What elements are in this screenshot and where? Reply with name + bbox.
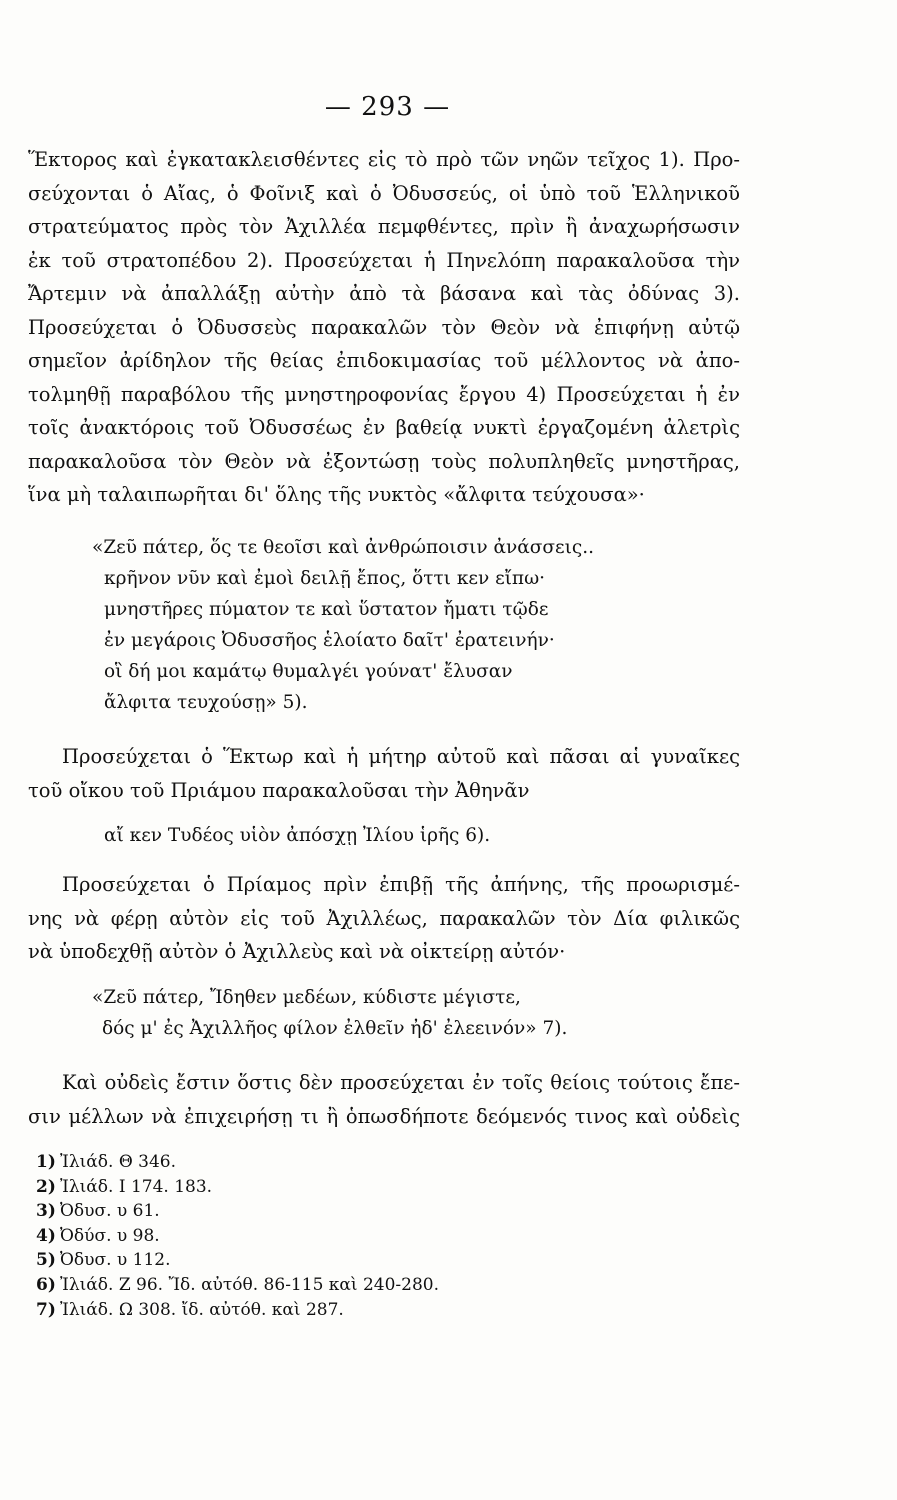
- footnote-text: Ἰλιάδ. Ι 174. 183.: [60, 1176, 213, 1197]
- footnote-number: 6): [36, 1274, 56, 1295]
- footnote-number: 3): [36, 1201, 56, 1222]
- text-line: νὰ ὑποδεχθῇ αὐτὸν ὁ Ἀχιλλεὺς καὶ νὰ οἰκτείρῃ αὐτόν·: [28, 940, 566, 963]
- footnotes: [36, 1150, 439, 1322]
- text-line: σιν μέλλων νὰ ἐπιχειρήσῃ τι ἢ ὁπωσδήποτε δεόμενός τινος καὶ οὐδεὶς: [28, 1104, 740, 1128]
- footnote-text: Ἰλιάδ. Ζ 96. Ἴδ. αὐτόθ. 86-115 καὶ 240-280.: [60, 1274, 440, 1295]
- verse-line: κρῆνον νῦν καὶ ἐμοὶ δειλῇ ἔπος, ὅττι κεν εἴπω·: [104, 568, 546, 589]
- text-line: τοῖς ἀνακτόροις τοῦ Ὀδυσσέως ἐν βαθείᾳ νυκτὶ ἐργαζομένη ἀλετρὶς: [28, 416, 740, 439]
- footnote: [36, 1273, 439, 1298]
- text-line: Καὶ οὐδεὶς ἔστιν ὅστις δὲν προσεύχεται ἐν τοῖς θείοις τούτοις ἔπε-: [62, 1071, 740, 1094]
- text-line: Ἄρτεμιν νὰ ἀπαλλάξῃ αὐτὴν ἀπὸ τὰ βάσανα καὶ τὰς ὀδύνας 3).: [28, 282, 740, 305]
- page-number: — 293 —: [324, 92, 451, 122]
- text-line: σημεῖον ἀρίδηλον τῆς θείας ἐπιδοκιμασίας τοῦ μέλλοντος νὰ ἀπο-: [28, 349, 740, 372]
- footnote-text: Ἰλιάδ. Ω 308. ἴδ. αὐτόθ. καὶ 287.: [60, 1299, 344, 1320]
- verse-line: οἳ δή μοι καμάτῳ θυμαλγέι γούνατ' ἔλυσαν: [104, 661, 513, 682]
- footnote-text: Ὀδύσ. υ 98.: [60, 1225, 160, 1246]
- text-line: τολμηθῇ παραβόλου τῆς μνηστηροφονίας ἔργου 4) Προσεύχεται ἡ ἐν: [28, 382, 740, 406]
- footnote: [36, 1175, 439, 1200]
- paragraph-2: [28, 740, 740, 807]
- paragraph-1: [28, 143, 740, 512]
- footnote-text: Ἰλιάδ. Θ 346.: [60, 1152, 177, 1172]
- footnote-text: Ὀδυσ. υ 61.: [60, 1201, 160, 1222]
- verse-quote-3: [92, 982, 567, 1044]
- text-line: τοῦ οἴκου τοῦ Πριάμου παρακαλοῦσαι τὴν Ἀθηνᾶν: [28, 778, 530, 802]
- verse-line: «Ζεῦ πάτερ, ὅς τε θεοῖσι καὶ ἀνθρώποισιν ἀνάσσεις..: [92, 537, 594, 558]
- footnote-number: 4): [36, 1225, 56, 1246]
- verse-line: ἐν μεγάροις Ὀδυσσῆος ἑλοίατο δαῖτ' ἐρατεινήν·: [104, 630, 555, 651]
- verse-line: δός μ' ἐς Ἀχιλλῆος φίλον ἐλθεῖν ἠδ' ἐλεεινόν» 7).: [102, 1018, 568, 1039]
- text-line: ἵνα μὴ ταλαιπωρῆται δι' ὅλης τῆς νυκτὸς «ἄλφιτα τεύχουσα»·: [28, 483, 645, 506]
- paragraph-4: [28, 1066, 740, 1133]
- text-line: Προσεύχεται ὁ Ἕκτωρ καὶ ἡ μήτηρ αὐτοῦ καὶ πᾶσαι αἱ γυναῖκες: [62, 745, 740, 768]
- text-line: ἐκ τοῦ στρατοπέδου 2). Προσεύχεται ἡ Πηνελόπη παρακαλοῦσα τὴν: [28, 248, 740, 272]
- verse-line: «Ζεῦ πάτερ, Ἴδηθεν μεδέων, κύδιστε μέγιστε,: [92, 987, 521, 1008]
- text-line: στρατεύματος πρὸς τὸν Ἀχιλλέα πεμφθέντες, πρὶν ἢ ἀναχωρήσωσιν: [28, 215, 740, 238]
- footnote-number: 5): [36, 1250, 56, 1271]
- paragraph-3: [28, 868, 740, 969]
- text-line: παρακαλοῦσα τὸν Θεὸν νὰ ἐξοντώσῃ τοὺς πολυπληθεῖς μνηστῆρας,: [28, 449, 740, 473]
- footnote-text: Ὀδυσ. υ 112.: [60, 1250, 171, 1271]
- text-line: σεύχονται ὁ Αἴας, ὁ Φοῖνιξ καὶ ὁ Ὀδυσσεύς, οἱ ὑπὸ τοῦ Ἑλληνικοῦ: [28, 181, 740, 205]
- verse-line: ἄλφιτα τευχούσῃ» 5).: [104, 692, 308, 713]
- footnote-number: 7): [36, 1299, 56, 1320]
- verse-line: αἴ κεν Τυδέος υἱὸν ἀπόσχῃ Ἰλίου ἱρῆς 6).: [104, 825, 491, 846]
- footnote: [36, 1199, 439, 1224]
- footnote-number: 2): [36, 1176, 56, 1197]
- text-line: Ἕκτορος καὶ ἐγκατακλεισθέντες εἰς τὸ πρὸ τῶν νηῶν τεῖχος 1). Προ-: [28, 148, 740, 171]
- footnote: [36, 1150, 439, 1175]
- verse-quote-2: [104, 820, 490, 851]
- footnote-number: 1): [36, 1152, 56, 1172]
- footnote: [36, 1248, 439, 1273]
- footnote: [36, 1224, 439, 1249]
- footnote: [36, 1298, 439, 1323]
- verse-quote-1: [92, 532, 594, 718]
- text-line: νης νὰ φέρῃ αὐτὸν εἰς τοῦ Ἀχιλλέως, παρακαλῶν τὸν Δία φιλικῶς: [28, 906, 740, 930]
- text-line: Προσεύχεται ὁ Πρίαμος πρὶν ἐπιβῇ τῆς ἀπήνης, τῆς προωρισμέ-: [62, 873, 740, 896]
- verse-line: μνηστῆρες πύματον τε καὶ ὕστατον ἤματι τῷδε: [104, 599, 549, 620]
- text-line: Προσεύχεται ὁ Ὀδυσσεὺς παρακαλῶν τὸν Θεὸν νὰ ἐπιφήνῃ αὐτῷ: [28, 315, 740, 339]
